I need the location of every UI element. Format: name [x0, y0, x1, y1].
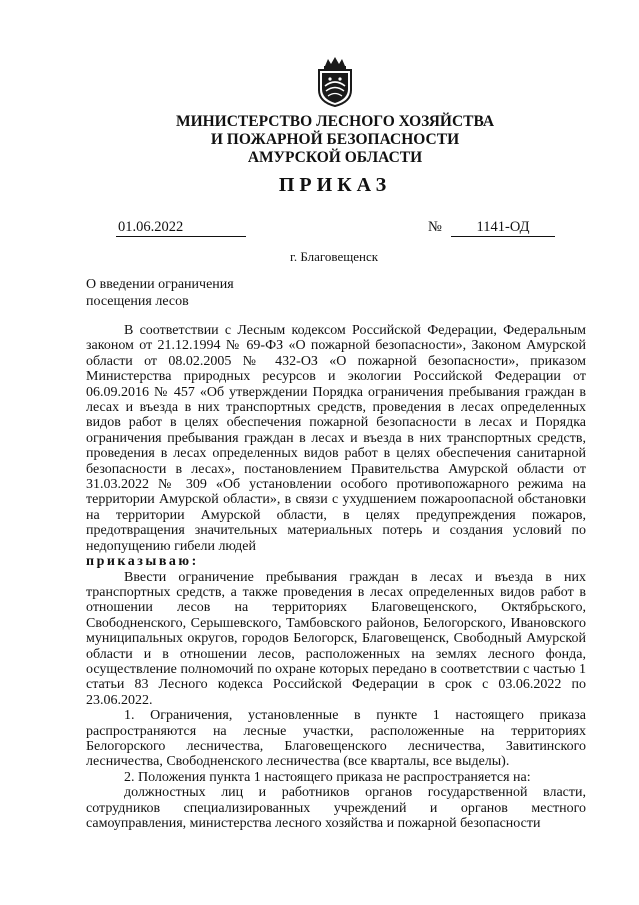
ministry-line-3: АМУРСКОЙ ОБЛАСТИ — [247, 149, 423, 166]
paragraph-2-continuation: должностных лиц и работников органов государственной власти, сотрудников специализированных учреждений и органов местного самоуправления, министерства лесного хозяйства и пожарной безопасности — [86, 785, 586, 831]
subject-line-1: О введении ограничения — [86, 277, 234, 292]
city: г. Благовещенск — [290, 249, 379, 264]
subject-line-2: посещения лесов — [86, 294, 189, 309]
paragraph-2: 2. Положения пункта 1 настоящего приказа не распространяется на: — [124, 769, 531, 785]
ministry-name — [140, 113, 530, 167]
main-paragraph: Ввести ограничение пребывания граждан в лесах и въезда в них транспортных средств, а также проведения в лесах определенных видов работ в отношении лесов на территориях Благовещенского, Октябрьского, Свободненского, Серышевского, Тамбовского районов, Белогорского, Ивановского муниципальных округов, городов Белогорск, Благовещенск, Свободный Амурской области и в отношении лесов, расположенных на землях лесного фонда, осуществление полномочий по охране которых передано в соответствии с частью 1 статьи 83 Лесного кодекса Российской Федерации в срок с 03.06.2022 по 23.06.2022. — [86, 569, 586, 708]
order-number: 1141-ОД — [451, 219, 555, 237]
ministry-line-1: МИНИСТЕРСТВО ЛЕСНОГО ХОЗЯЙСТВА — [175, 113, 495, 130]
paragraph-1: 1. Ограничения, установленные в пункте 1 настоящего приказа распространяются на лесные участки, расположенные на территориях Белогорского лесничества, Благовещенского лесничества, Завитинского лесничества, Свободненского лесничества (все кварталы, все выделы). — [86, 708, 586, 770]
order-date: 01.06.2022 — [116, 219, 246, 237]
order-subject — [86, 276, 346, 310]
coat-of-arms-icon — [313, 56, 357, 108]
order-title: ПРИКАЗ — [278, 174, 392, 196]
order-body — [86, 323, 586, 831]
preamble-paragraph: В соответствии с Лесным кодексом Российской Федерации, Федеральным законом от 21.12.1994 № 69-ФЗ «О пожарной безопасности», Законом Амурской области от 08.02.2005 № 432-ОЗ «О пожарной безопасности», приказом Министерства природных ресурсов и экологии Российской Федерации от 06.09.2016 № 457 «Об утверждении Порядка ограничения пребывания граждан в лесах и въезда в них транспортных средств, проведения в лесах определенных видов работ в целях обеспечения пожарной безопасности в лесах и Порядка ограничения пребывания граждан в лесах и въезда в них транспортных средств, проведения в лесах определенных видов работ в целях обеспечения санитарной безопасности в лесах», постановлением Правительства Амурской области от 31.03.2022 № 309 «Об установлении особого противопожарного режима на территории Амурской области», в связи с ухудшением пожароопасной обстановки на территории Амурской области, в целях предупреждения пожаров, предотвращения значительных материальных потерь и создания условий по недопущению гибели людей — [86, 323, 586, 554]
number-sign: № — [428, 219, 442, 235]
prikazyvayu-heading: приказываю: — [86, 554, 199, 570]
ministry-line-2: И ПОЖАРНОЙ БЕЗОПАСНОСТИ — [210, 131, 460, 148]
